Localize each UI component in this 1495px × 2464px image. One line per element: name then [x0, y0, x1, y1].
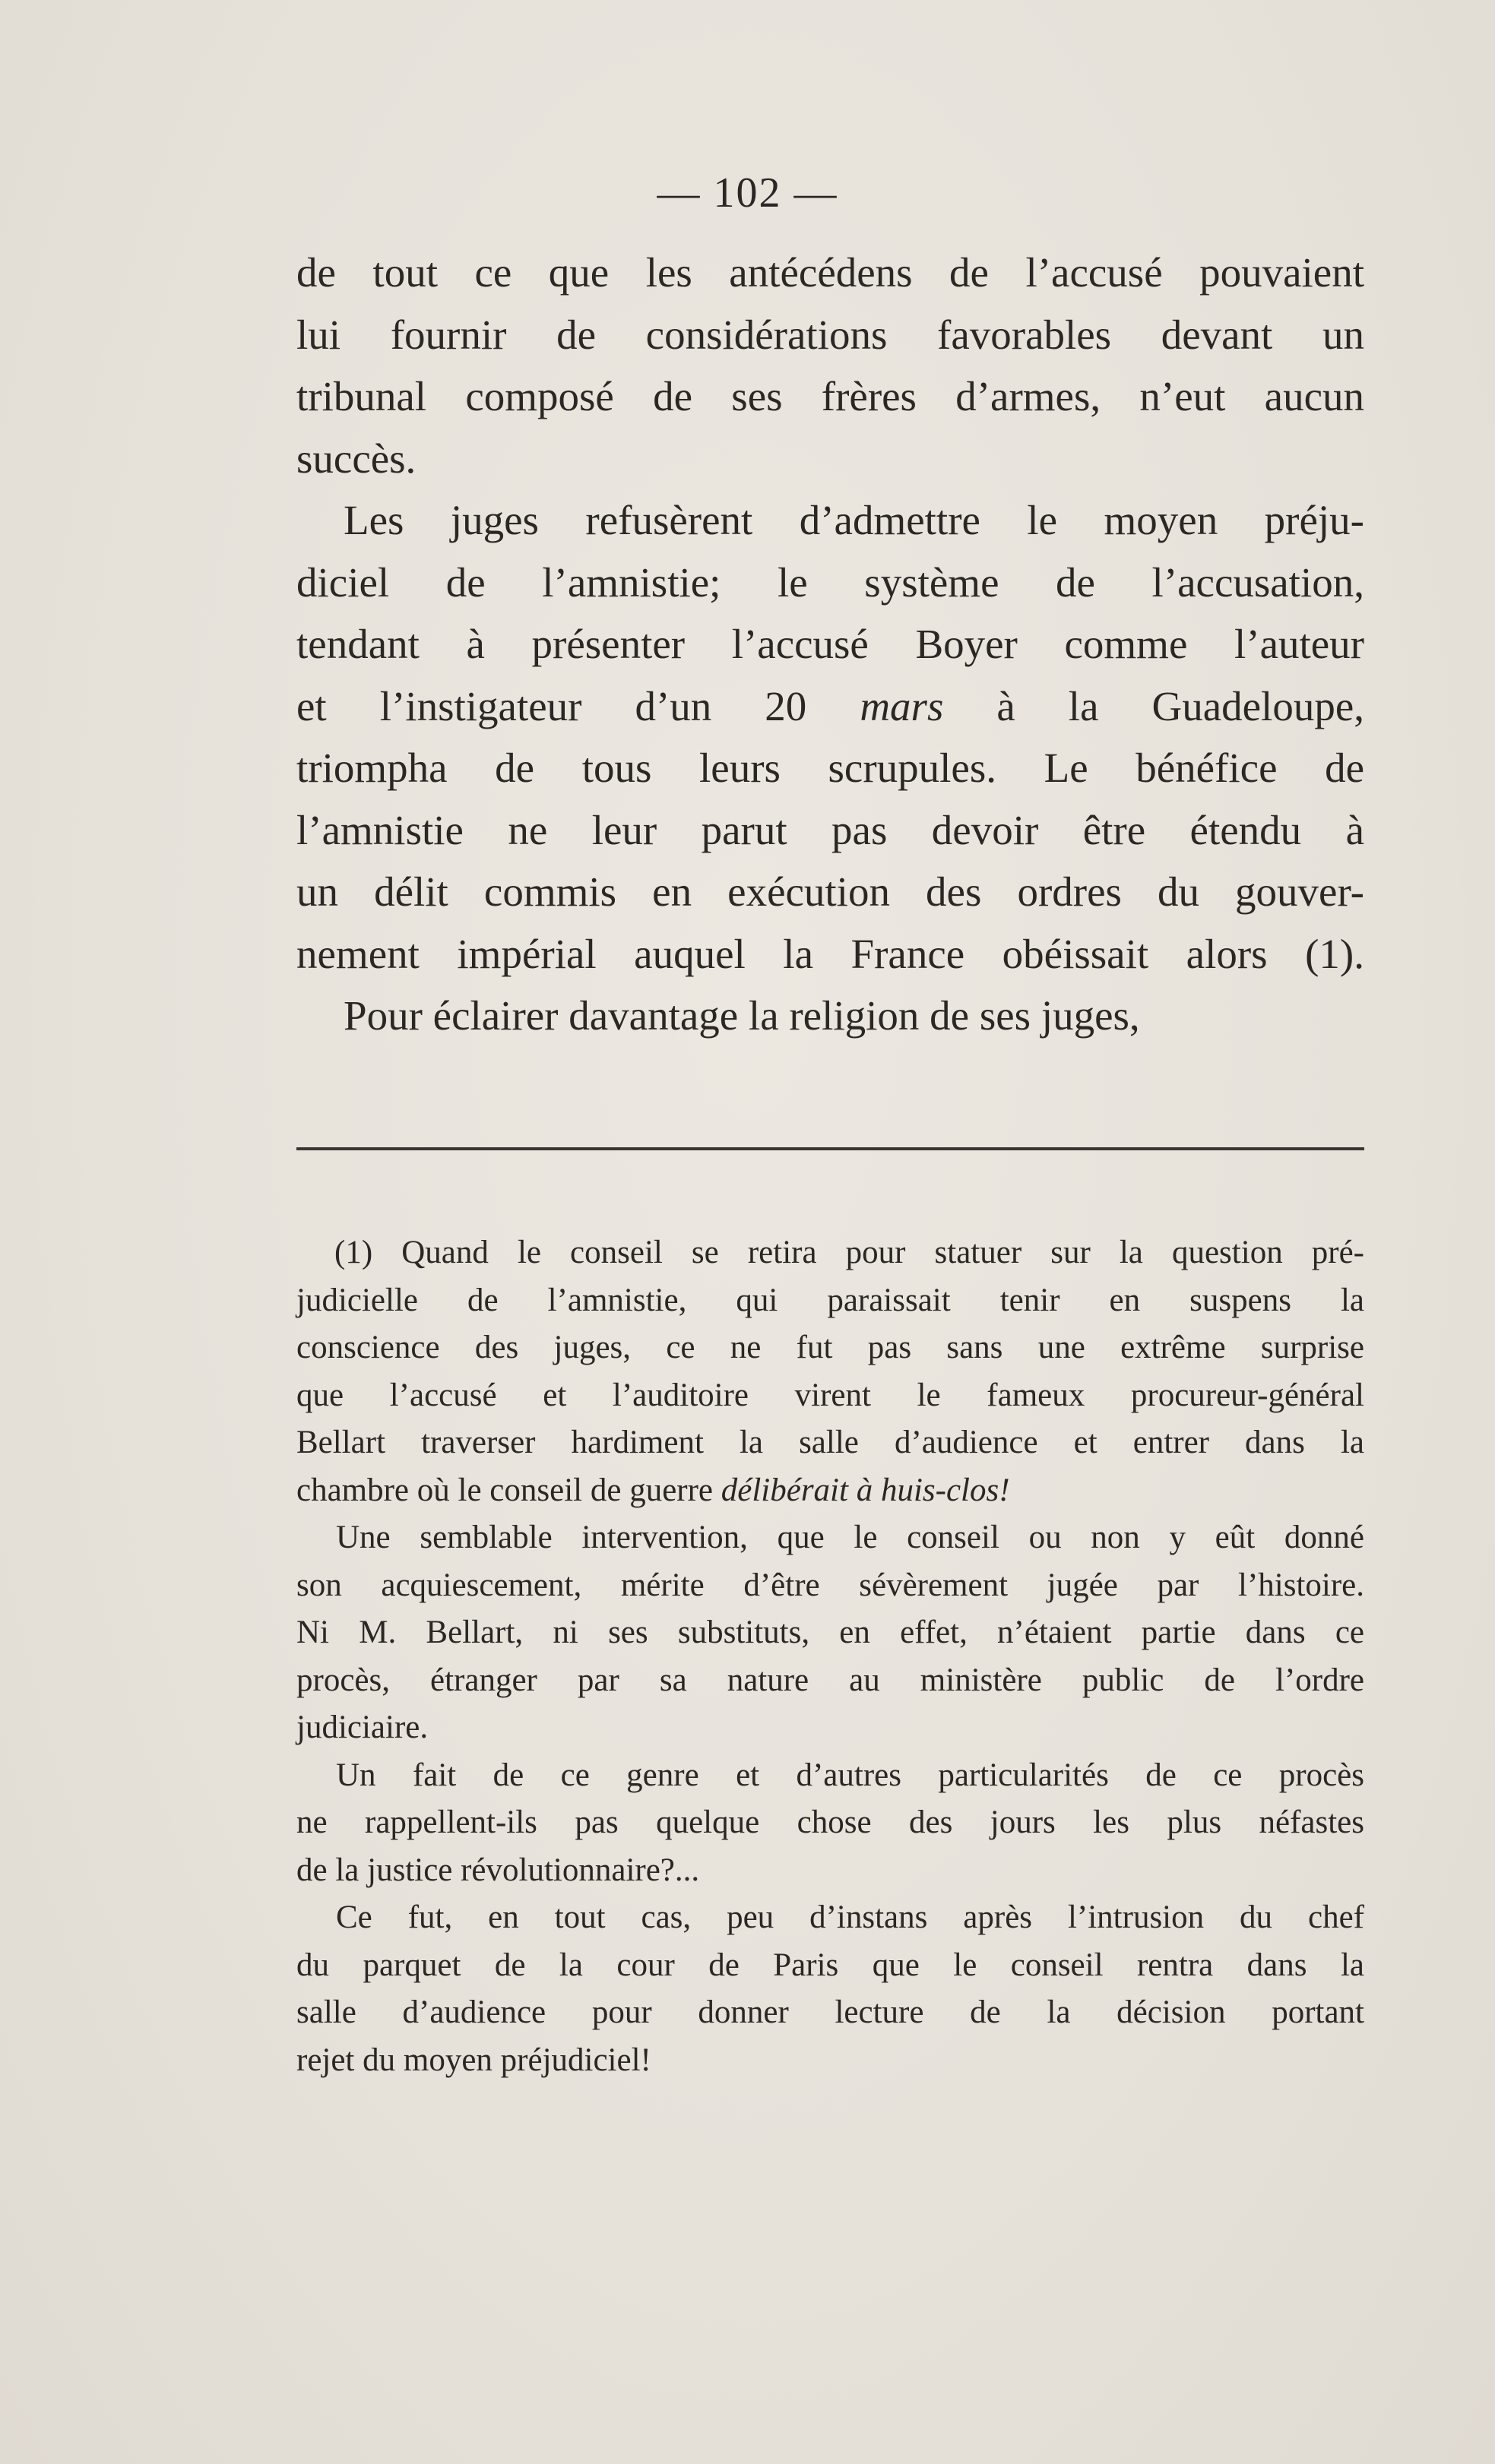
text-line: tendant à présenter l’accusé Boyer comme l’auteur: [296, 621, 1364, 667]
text-line: ne rappellent-ils pas quelque chose des jours les plus néfastes: [296, 1805, 1364, 1840]
footnote-rule: [296, 1147, 1364, 1150]
text-line: Les juges refusèrent d’admettre le moyen préju-: [344, 497, 1364, 543]
italic-phrase: délibérait à huis-clos!: [721, 1472, 1010, 1508]
text-line: de tout ce que les antécédens de l’accusé pouvaient: [296, 249, 1364, 296]
italic-word: mars: [860, 682, 944, 729]
text-line: tribunal composé de ses frères d’armes, n’eut aucun: [296, 373, 1364, 419]
paragraph-2: [296, 489, 1364, 985]
text-fragment: et l’instigateur d’un 20: [296, 682, 860, 729]
text-line: Ni M. Bellart, ni ses substituts, en effet, n’étaient partie dans ce: [296, 1615, 1364, 1650]
text-line: diciel de l’amnistie; le système de l’accusation,: [296, 558, 1364, 606]
footnote-1: [296, 1229, 1364, 1514]
text-line: salle d’audience pour donner lecture de la décision portant: [296, 1994, 1364, 2030]
text-line: (1) Quand le conseil se retira pour statuer sur la question pré-: [334, 1235, 1364, 1270]
text-line: que l’accusé et l’auditoire virent le fameux procureur-général: [296, 1377, 1364, 1413]
text-line: conscience des juges, ce ne fut pas sans une extrême surprise: [296, 1330, 1364, 1365]
footnotes: [296, 1229, 1364, 2084]
text-line: son acquiescement, mérite d’être sévèrement jugée par l’histoire.: [296, 1567, 1364, 1603]
text-line: [296, 1467, 1364, 1515]
text-line: un délit commis en exécution des ordres du gouver-: [296, 868, 1364, 915]
text-line: lui fournir de considérations favorables devant un: [296, 311, 1364, 358]
footnote-3: [296, 1752, 1364, 1895]
footnote-2: [296, 1514, 1364, 1752]
text-line: du parquet de la cour de Paris que le conseil rentra dans la: [296, 1947, 1364, 1983]
text-line: Un fait de ce genre et d’autres particularités de ce procès: [336, 1757, 1364, 1793]
main-text: [296, 242, 1364, 1047]
paragraph-1: [296, 242, 1364, 489]
page-number: — 102 —: [657, 169, 838, 217]
text-line: judicielle de l’amnistie, qui paraissait tenir en suspens la: [296, 1282, 1364, 1318]
text-line: triompha de tous leurs scrupules. Le bénéfice de: [296, 745, 1364, 791]
text-line: nement impérial auquel la France obéissait alors (1).: [296, 930, 1364, 977]
text-line: procès, étranger par sa nature au ministère public de l’ordre: [296, 1662, 1364, 1698]
text-line: de la justice révolutionnaire?...: [296, 1852, 700, 1888]
footnote-4: [296, 1894, 1364, 2084]
text-line: rejet du moyen préjudiciel!: [296, 2042, 651, 2078]
text-line: judiciaire.: [296, 1710, 429, 1745]
text-fragment: à la Guadeloupe,: [943, 682, 1364, 729]
text-line: succès.: [296, 435, 417, 482]
text-line: l’amnistie ne leur parut pas devoir être étendu à: [296, 806, 1364, 853]
text-line: Pour éclairer davantage la religion de ses juges,: [344, 992, 1140, 1039]
text-fragment: chambre où le conseil de guerre: [296, 1472, 721, 1508]
text-line: Ce fut, en tout cas, peu d’instans après l’intrusion du chef: [336, 1899, 1364, 1935]
paragraph-3: [296, 985, 1364, 1047]
text-line: Une semblable intervention, que le conseil ou non y eût donné: [336, 1520, 1364, 1555]
text-line: Bellart traverser hardiment la salle d’audience et entrer dans la: [296, 1425, 1364, 1460]
text-line: [296, 675, 1364, 738]
